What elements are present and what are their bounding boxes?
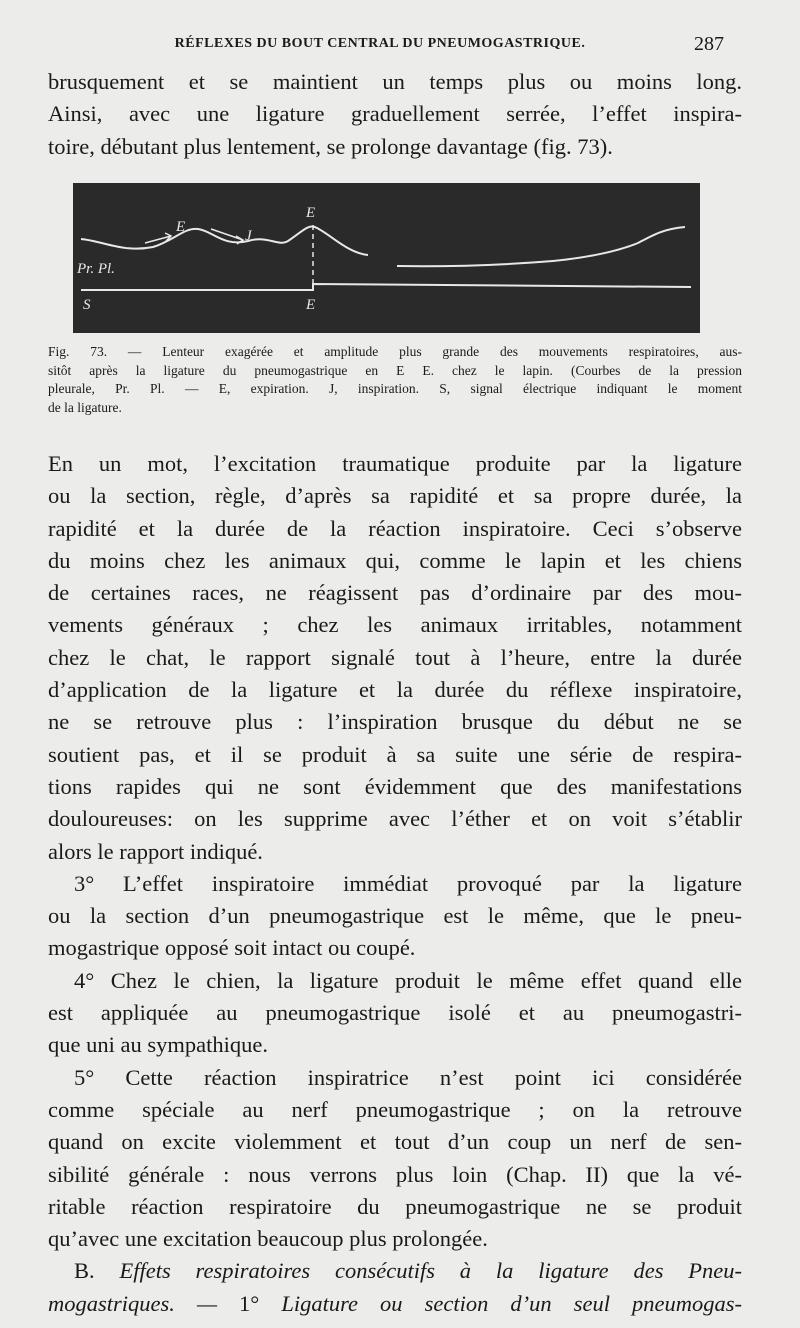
caption-line: sitôt après la ligature du pneumogastrique en E E. chez le lapin. (Courbes de la pression: [48, 362, 742, 378]
section-b-heading-line2: [48, 1288, 742, 1320]
text-line: brusquement et se maintient un temps plus ou moins long.: [48, 69, 742, 94]
text-line: ou la section, règle, d’après sa rapidité et sa propre durée, la: [48, 483, 742, 509]
text-line: 5° Cette réaction inspiratrice n’est point ici considérée: [74, 1064, 742, 1090]
running-head: RÉFLEXES DU BOUT CENTRAL DU PNEUMOGASTRIQUE.: [174, 36, 586, 51]
section-b-heading-line1: [48, 1255, 742, 1287]
label-s-signal: S: [83, 297, 91, 313]
main-text: [48, 448, 742, 1320]
text-line: sibilité générale : nous verrons plus loin (Chap. II) que la vé-: [48, 1161, 742, 1187]
text-line: rapidité et la durée de la réaction inspiratoire. Ceci s’observe: [48, 515, 742, 541]
label-e-top: E: [306, 205, 316, 221]
signal-line: [81, 284, 691, 290]
label-e-expiration: E: [176, 219, 186, 235]
section-b-subtitle: Ligature ou section d’un seul pneumogas-: [281, 1290, 742, 1316]
text-line: douloureuses: on les supprime avec l’éther et on voit s’établir: [48, 806, 742, 832]
text-line: tions rapides qui ne sont évidemment que des manifestations: [48, 773, 742, 799]
text-line: ne se retrouve plus : l’inspiration brusque du début ne se: [48, 709, 742, 735]
pressure-curve-left: [81, 226, 368, 255]
text-line: est appliquée au pneumogastrique isolé et au pneumogastri-: [48, 1000, 742, 1026]
text-line: du moins chez les animaux qui, comme le lapin et les chiens: [48, 547, 742, 573]
text-line: En un mot, l’excitation traumatique produite par la ligature: [48, 451, 742, 476]
text-line: 4° Chez le chien, la ligature produit le même effet quand elle: [74, 967, 742, 993]
figure-73-tracing: [73, 183, 700, 333]
text-line: alors le rapport indiqué.: [48, 838, 263, 864]
text-line: chez le chat, le rapport signalé tout à l’heure, entre la durée: [48, 644, 742, 670]
text-line: 3° L’effet inspiratoire immédiat provoqué par la ligature: [74, 870, 742, 896]
text-line: toire, débutant plus lentement, se prolonge davantage (fig. 73).: [48, 133, 613, 159]
section-b-title: Effets respiratoires consécutifs à la ligature des Pneu-: [119, 1258, 743, 1284]
figure-caption: [48, 343, 742, 417]
pressure-curve-right: [397, 227, 685, 266]
label-e-bottom: E: [306, 297, 316, 313]
label-j-inspiration: J: [245, 228, 252, 244]
section-b-letter: B.: [74, 1258, 95, 1284]
text-line: d’application de la ligature et la durée du réflexe inspiratoire,: [48, 677, 742, 703]
text-line: ritable réaction respiratoire du pneumogastrique ne se produit: [48, 1193, 742, 1219]
text-line: ou la section d’un pneumogastrique est le même, que le pneu-: [48, 903, 742, 929]
caption-line: pleurale, Pr. Pl. — E, expiration. J, inspiration. S, signal électrique indiquant le moment: [48, 381, 742, 396]
text-line: comme spéciale au nerf pneumogastrique ; on la retrouve: [48, 1096, 742, 1122]
text-line: quand on excite violemment et tout d’un coup un nerf de sen-: [48, 1129, 742, 1155]
text-line: mogastrique opposé soit intact ou coupé.: [48, 935, 416, 961]
respiratory-tracing-svg: [73, 183, 700, 333]
text-line: vements généraux ; chez les animaux irritables, notamment: [48, 612, 742, 638]
page-number: 287: [694, 33, 724, 55]
section-b-title-cont: mogastriques. —: [48, 1290, 217, 1316]
text-line: que uni au sympathique.: [48, 1032, 268, 1058]
text-line: Ainsi, avec une ligature graduellement serrée, l’effet inspira-: [48, 101, 742, 127]
text-line: de certaines races, ne réagissent pas d’ordinaire par des mou-: [48, 580, 742, 606]
caption-line: Fig. 73. — Lenteur exagérée et amplitude plus grande des mouvements respiratoires, aus-: [48, 344, 742, 359]
label-pr-pl: Pr. Pl.: [77, 261, 115, 277]
intro-paragraph: [48, 66, 742, 163]
section-b-number: 1°: [239, 1290, 260, 1316]
text-line: qu’avec une excitation beaucoup plus prolongée.: [48, 1226, 488, 1252]
caption-line: de la ligature.: [48, 399, 122, 415]
text-line: soutient pas, et il se produit à sa suite une série de respira-: [48, 741, 742, 767]
